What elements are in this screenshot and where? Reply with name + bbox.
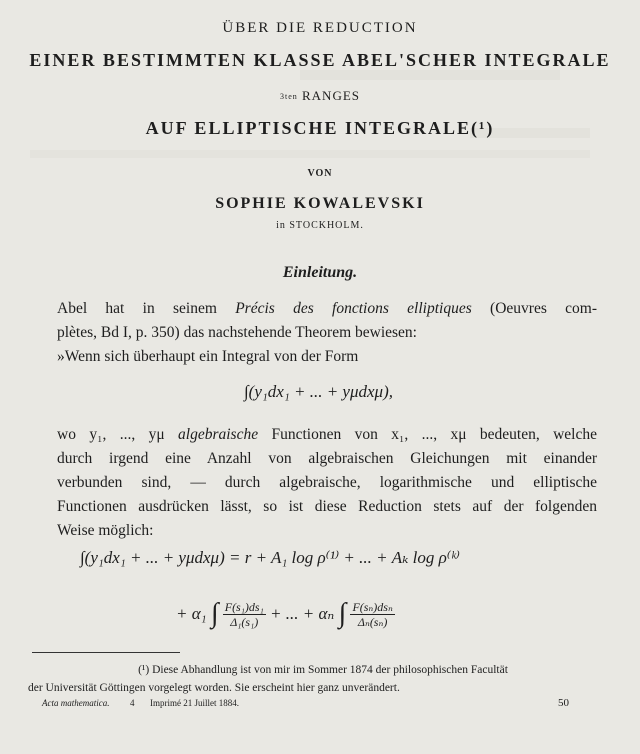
title-line-3-text: RANGES [302, 88, 361, 103]
footer-volume: 4 [130, 698, 135, 708]
paragraph-line: Weise möglich: [57, 522, 154, 539]
paragraph-line [57, 297, 597, 321]
title-line-3-superscript: 3ten [279, 92, 298, 101]
title-line-2: EINER BESTIMMTEN KLASSE ABEL'SCHER INTEGRALE [29, 50, 611, 70]
paragraph-line: Functionen ausdrücken lässt, so ist diese Reduction stets auf der folgenden [57, 498, 597, 515]
equation-term: + ... + αₙ [270, 604, 335, 623]
text-run: (Oeuvres com- [471, 300, 597, 317]
fraction-denominator: Δ₁(s₁) [230, 614, 259, 629]
paragraph-line: verbunden sind, — durch algebraische, logarithmische und elliptische [57, 474, 597, 491]
paragraph-2 [57, 423, 597, 543]
paragraph-1 [57, 297, 597, 369]
fraction [223, 600, 266, 629]
fraction-numerator: F(sₙ)dsₙ [352, 599, 393, 614]
bleed-through [30, 150, 590, 158]
paragraph-line: durch irgend eine Anzahl von algebraischen Gleichungen mit einander [57, 450, 597, 467]
paragraph-line: »Wenn sich überhaupt ein Integral von der Form [57, 348, 359, 365]
equation-3 [176, 598, 395, 634]
footer-journal: Acta mathematica. [42, 698, 110, 708]
fraction-denominator: Δₙ(sₙ) [357, 614, 388, 629]
page-number: 50 [558, 697, 569, 709]
author-prefix: VON [307, 168, 333, 179]
title-line-4: AUF ELLIPTISCHE INTEGRALE(¹) [145, 118, 495, 138]
integral-sign: ∫ [338, 598, 347, 629]
integral-sign: ∫ [210, 598, 219, 629]
footnote-line-2: der Universität Göttingen vorgelegt worden. Sie erscheint hier ganz unverändert. [28, 682, 400, 694]
footnote-divider [32, 652, 180, 653]
paragraph-line [57, 423, 597, 447]
equation-1: ∫(y₁dx₁ + ... + yμdxμ), [244, 382, 393, 401]
footnote-line-1: (¹) Diese Abhandlung ist von mir im Sommer 1874 der philosophischen Facultät [138, 664, 508, 676]
author-place: in STOCKHOLM. [276, 220, 364, 231]
fraction-numerator: F(s₁)ds₁ [224, 599, 264, 614]
title-line-1: ÜBER DIE REDUCTION [222, 20, 418, 36]
title-line-3 [0, 88, 640, 104]
equation-term: + α₁ [176, 604, 207, 623]
text-run: Abel hat in seinem [57, 300, 236, 317]
bleed-through [300, 70, 560, 80]
text-run: wo y₁, ..., yμ [57, 426, 179, 443]
text-run-italic: Précis des fonctions elliptiques [235, 300, 472, 317]
text-run-italic: algebraische [178, 426, 259, 443]
fraction [350, 600, 394, 629]
equation-2: ∫(y₁dx₁ + ... + yμdxμ) = r + A₁ log ρ⁽¹⁾ + ... + Aₖ log ρ⁽ᵏ⁾ [80, 548, 460, 567]
footer-printed: Imprimé 21 Juillet 1884. [150, 698, 239, 708]
author-name: SOPHIE KOWALEVSKI [215, 195, 425, 212]
section-heading: Einleitung. [282, 264, 358, 281]
paragraph-line: plètes, Bd I, p. 350) das nachstehende Theorem bewiesen: [57, 324, 417, 341]
text-run: Functionen von x₁, ..., xμ bedeuten, welche [258, 426, 597, 443]
